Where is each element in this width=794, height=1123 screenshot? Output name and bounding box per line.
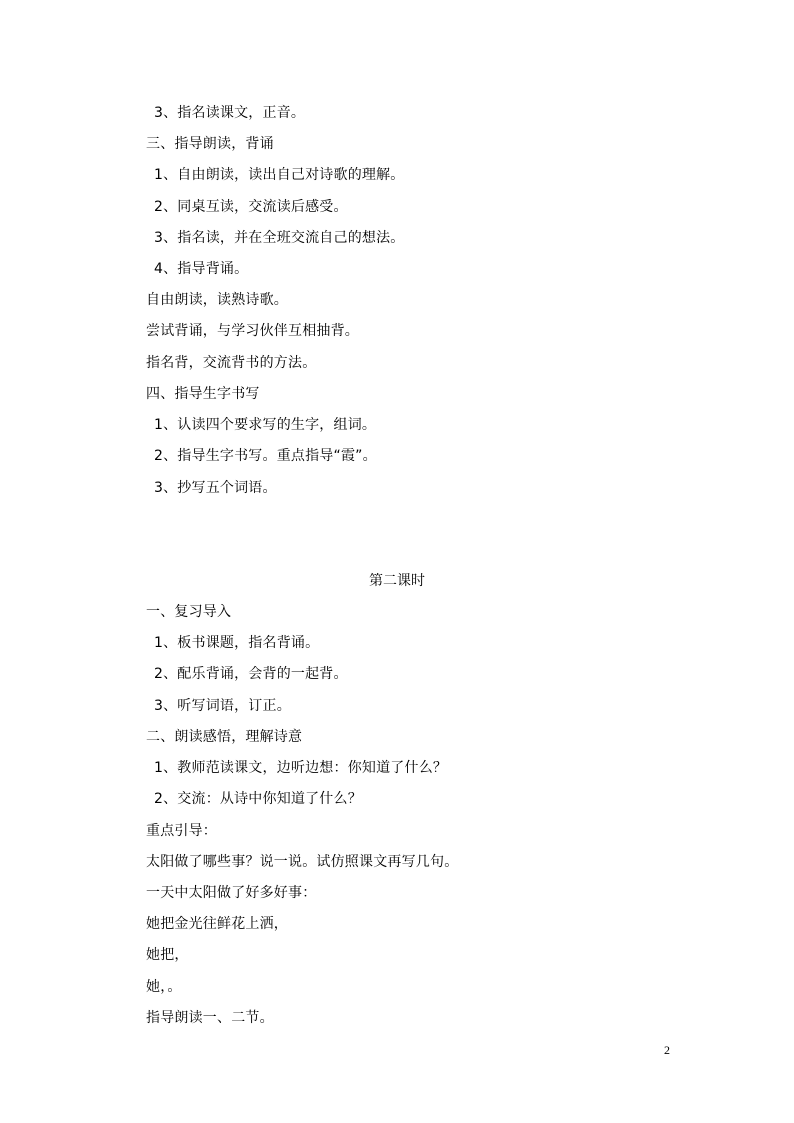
text-line: 她把， — [146, 947, 189, 963]
text-line: 太阳做了哪些事？说一说。试仿照课文再写几句。 — [146, 854, 459, 870]
text-line: 3、听写词语，订正。 — [154, 698, 291, 714]
text-line: 尝试背诵，与学习伙伴互相抽背。 — [146, 323, 359, 339]
text-line: 她，。 — [146, 979, 182, 995]
text-line: 她把金光往鲜花上洒， — [146, 916, 288, 932]
text-line: 2、指导生字书写。重点指导“霞”。 — [154, 448, 377, 464]
text-line: 2、交流：从诗中你知道了什么？ — [154, 791, 362, 807]
text-line: 1、板书课题，指名背诵。 — [154, 635, 320, 651]
section-heading: 一、复习导入 — [146, 604, 232, 620]
text-line: 1、认读四个要求写的生字，组词。 — [154, 417, 377, 433]
text-line: 重点引导： — [146, 823, 217, 839]
text-line: 2、同桌互读，交流读后感受。 — [154, 199, 348, 215]
text-line: 1、教师范读课文，边听边想：你知道了什么？ — [154, 760, 448, 776]
text-line: 一天中太阳做了好多好事： — [146, 885, 317, 901]
text-line: 指导朗读一、二节。 — [146, 1010, 274, 1026]
text-line: 3、抄写五个词语。 — [154, 480, 277, 496]
text-line: 4、指导背诵。 — [154, 261, 249, 277]
section-heading: 三、指导朗读，背诵 — [146, 136, 274, 152]
lesson-title: 第二课时 — [369, 573, 425, 589]
text-line: 1、自由朗读，读出自己对诗歌的理解。 — [154, 167, 405, 183]
page-number: 2 — [664, 1043, 670, 1057]
text-line: 2、配乐背诵，会背的一起背。 — [154, 666, 348, 682]
text-line: 3、指名读，并在全班交流自己的想法。 — [154, 230, 405, 246]
text-line: 自由朗读，读熟诗歌。 — [146, 292, 288, 308]
text-line: 指名背，交流背书的方法。 — [146, 355, 317, 371]
section-heading: 二、朗读感悟，理解诗意 — [146, 729, 303, 745]
section-heading: 四、指导生字书写 — [146, 386, 260, 402]
text-line: 3、指名读课文，正音。 — [154, 105, 306, 121]
